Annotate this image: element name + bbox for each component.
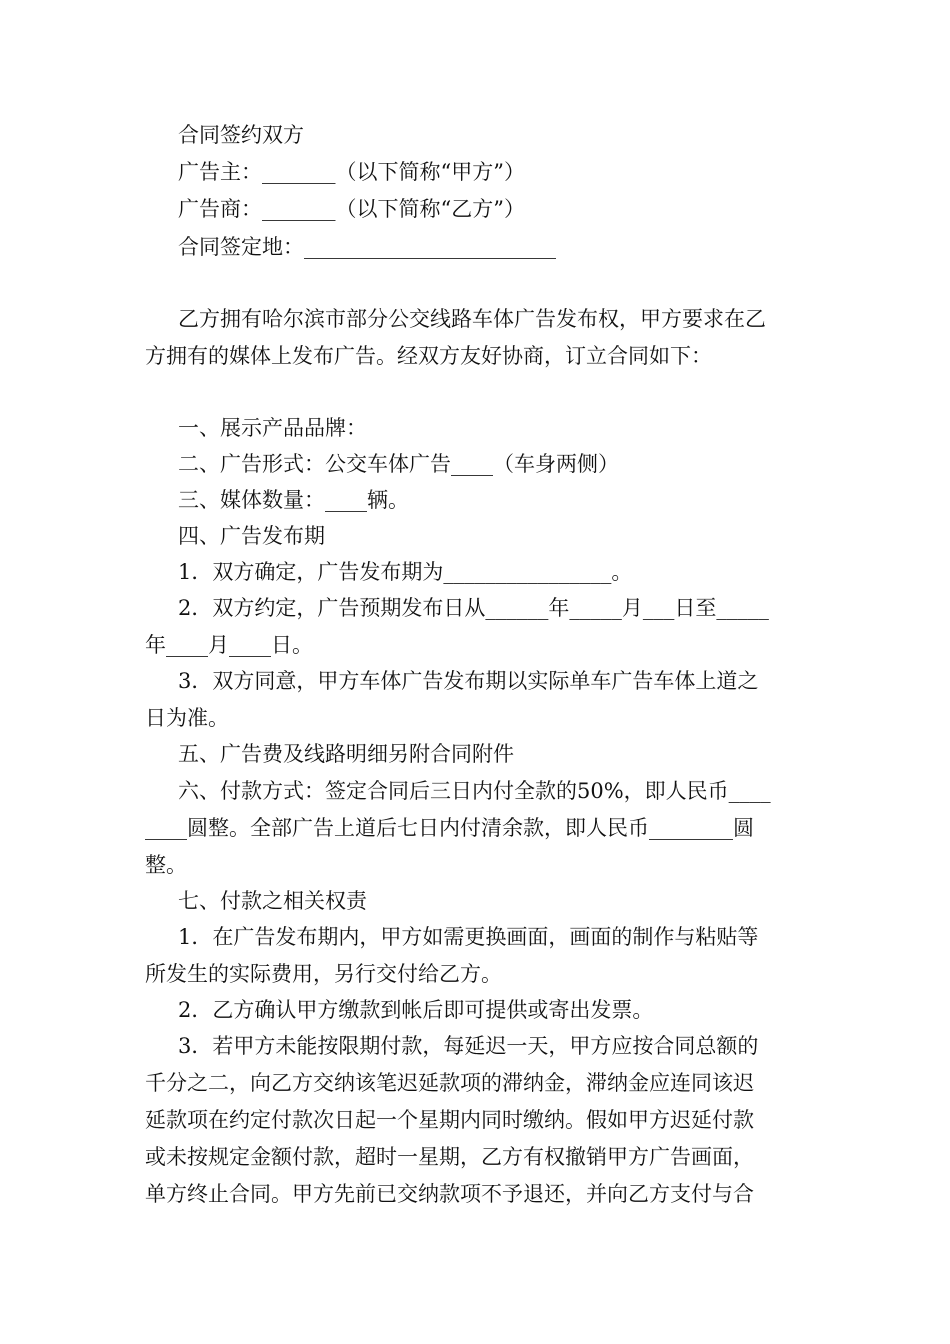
clause-6-cont: ____圆整。全部广告上道后七日内付清余款，即人民币________圆 bbox=[145, 816, 754, 840]
clause-4-item-1: 1．双方确定，广告发布期为________________。 bbox=[178, 560, 633, 584]
clause-7: 七、付款之相关权责 bbox=[178, 889, 367, 913]
clause-7-item-1-cont: 所发生的实际费用，另行交付给乙方。 bbox=[145, 962, 502, 986]
clause-7-item-3-cont: 千分之二，向乙方交纳该笔迟延款项的滞纳金，滞纳金应连同该迟 bbox=[145, 1071, 754, 1095]
clause-5: 五、广告费及线路明细另附合同附件 bbox=[178, 742, 514, 766]
signing-place-line: 合同签定地：________________________ bbox=[178, 235, 556, 259]
clause-4-item-3: 3．双方同意，甲方车体广告发布期以实际单车广告车体上道之 bbox=[178, 669, 759, 693]
clause-7-item-2: 2．乙方确认甲方缴款到帐后即可提供或寄出发票。 bbox=[178, 998, 654, 1022]
clause-4-item-2: 2．双方约定，广告预期发布日从______年_____月___日至_____ bbox=[178, 596, 769, 620]
section-title: 合同签约双方 bbox=[178, 123, 304, 147]
clause-6: 六、付款方式：签定合同后三日内付全款的50%，即人民币____ bbox=[178, 779, 771, 803]
clause-6-cont: 整。 bbox=[145, 853, 187, 877]
clause-7-item-3-cont: 或未按规定金额付款，超时一星期，乙方有权撤销甲方广告画面， bbox=[145, 1145, 754, 1169]
clause-7-item-3: 3．若甲方未能按限期付款，每延迟一天，甲方应按合同总额的 bbox=[178, 1034, 759, 1058]
clause-4-item-2-cont: 年____月____日。 bbox=[145, 633, 313, 657]
clause-7-item-1: 1．在广告发布期内，甲方如需更换画面，画面的制作与粘贴等 bbox=[178, 925, 759, 949]
advertiser-line: 广告主：_______（以下简称“甲方”） bbox=[178, 160, 525, 184]
clause-4: 四、广告发布期 bbox=[178, 524, 325, 548]
intro-paragraph-line: 方拥有的媒体上发布广告。经双方友好协商，订立合同如下： bbox=[145, 344, 712, 368]
intro-paragraph-line: 乙方拥有哈尔滨市部分公交线路车体广告发布权，甲方要求在乙 bbox=[178, 307, 766, 331]
clause-1: 一、展示产品品牌： bbox=[178, 416, 367, 440]
clause-7-item-3-cont: 单方终止合同。甲方先前已交纳款项不予退还，并向乙方支付与合 bbox=[145, 1182, 754, 1206]
clause-4-item-3-cont: 日为准。 bbox=[145, 706, 229, 730]
agency-line: 广告商：_______（以下简称“乙方”） bbox=[178, 197, 525, 221]
clause-3: 三、媒体数量：____辆。 bbox=[178, 488, 409, 512]
clause-2: 二、广告形式：公交车体广告____（车身两侧） bbox=[178, 452, 619, 476]
clause-7-item-3-cont: 延款项在约定付款次日起一个星期内同时缴纳。假如甲方迟延付款 bbox=[145, 1108, 754, 1132]
